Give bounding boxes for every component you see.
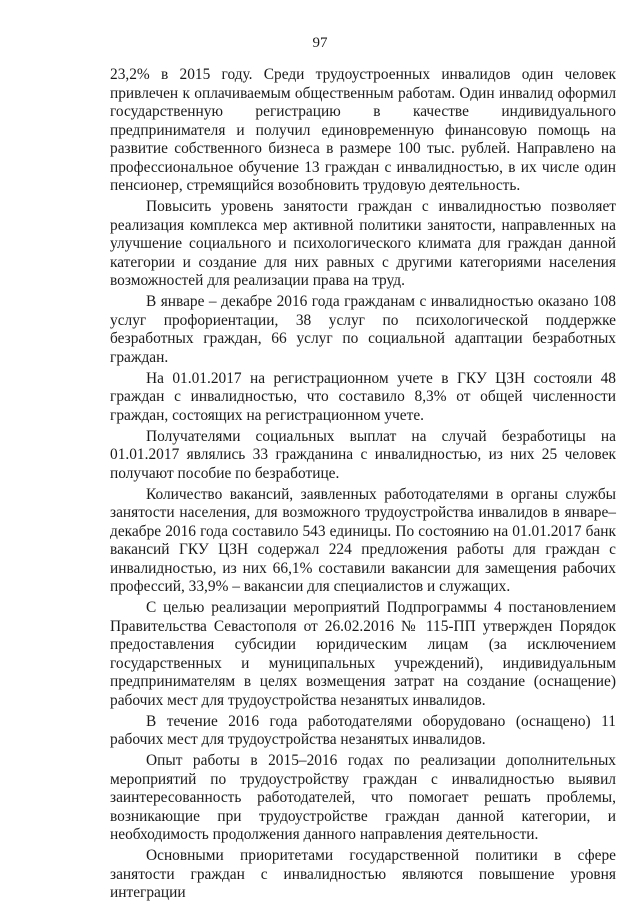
paragraph-services-2016: В январе – декабре 2016 года гражданам с инвалидностью оказано 108 услуг профориентации, 38 услуг по психологической поддержке безработных граждан, 66 услуг по социальной адаптации безработных граждан.: [110, 293, 616, 366]
paragraph-continuation: 23,2% в 2015 году. Среди трудоустроенных инвалидов один человек привлечен к оплачиваемым общественным работам. Один инвалид оформил государственную регистрацию в качестве индивидуального предпринимателя и получил единовременную финансовую помощь на развитие собственного бизнеса в размере 100 тыс. рублей. Направлено на профессиональное обучение 13 граждан с инвалидностью, в их числе один пенсионер, стремящийся возобновить трудовую деятельность.: [110, 66, 616, 194]
paragraph-registration-count: На 01.01.2017 на регистрационном учете в ГКУ ЦЗН состояли 48 граждан с инвалидностью, что составило 8,3% от общей численности граждан, состоящих на регистрационном учете.: [110, 369, 616, 424]
page-number: 97: [312, 35, 328, 51]
paragraph-vacancies: Количество вакансий, заявленных работодателями в органы службы занятости населения, для возможного трудоустройства инвалидов в январе–декабре 2016 года составило 543 единицы. По состоянию на 01.01.2017 банк вакансий ГКУ ЦЗН содержал 224 предложения работы для граждан с инвалидностью, из них 66,1% составили вакансии для замещения рабочих профессий, 33,9% – вакансии для специалистов и служащих.: [110, 485, 616, 595]
paragraph-workplaces-equipped: В течение 2016 года работодателями оборудовано (оснащено) 11 рабочих мест для трудоустройства незанятых инвалидов.: [110, 712, 616, 748]
paragraph-employment-level: Повысить уровень занятости граждан с инвалидностью позволяет реализация комплекса мер активной политики занятости, направленных на улучшение социального и психологического климата для граждан данной категории и создание для них равных с другими категориями населения возможностей для реализации права на труд.: [110, 198, 616, 289]
paragraph-priorities: Основными приоритетами государственной политики в сфере занятости граждан с инвалидностью являются повышение уровня интеграции: [110, 847, 616, 901]
paragraph-unemployment-benefits: Получателями социальных выплат на случай безработицы на 01.01.2017 являлись 33 гражданина с инвалидностью, из них 25 человек получают пособие по безработице.: [110, 427, 616, 482]
document-text: [110, 66, 616, 905]
paragraph-subsidy-procedure: С целью реализации мероприятий Подпрограммы 4 постановлением Правительства Севастополя от 26.02.2016 № 115-ПП утвержден Порядок предоставления субсидии юридическим лицам (за исключением государственных и муниципальных учреждений), индивидуальным предпринимателям в целях возмещения затрат на создание (оснащение) рабочих мест для трудоустройства незанятых инвалидов.: [110, 599, 616, 709]
paragraph-experience: Опыт работы в 2015–2016 годах по реализации дополнительных мероприятий по трудоустройству граждан с инвалидностью выявил заинтересованность работодателей, что помогает решать проблемы, возникающие при трудоустройстве граждан данной категории, и необходимость продолжения данного направления деятельности.: [110, 752, 616, 843]
